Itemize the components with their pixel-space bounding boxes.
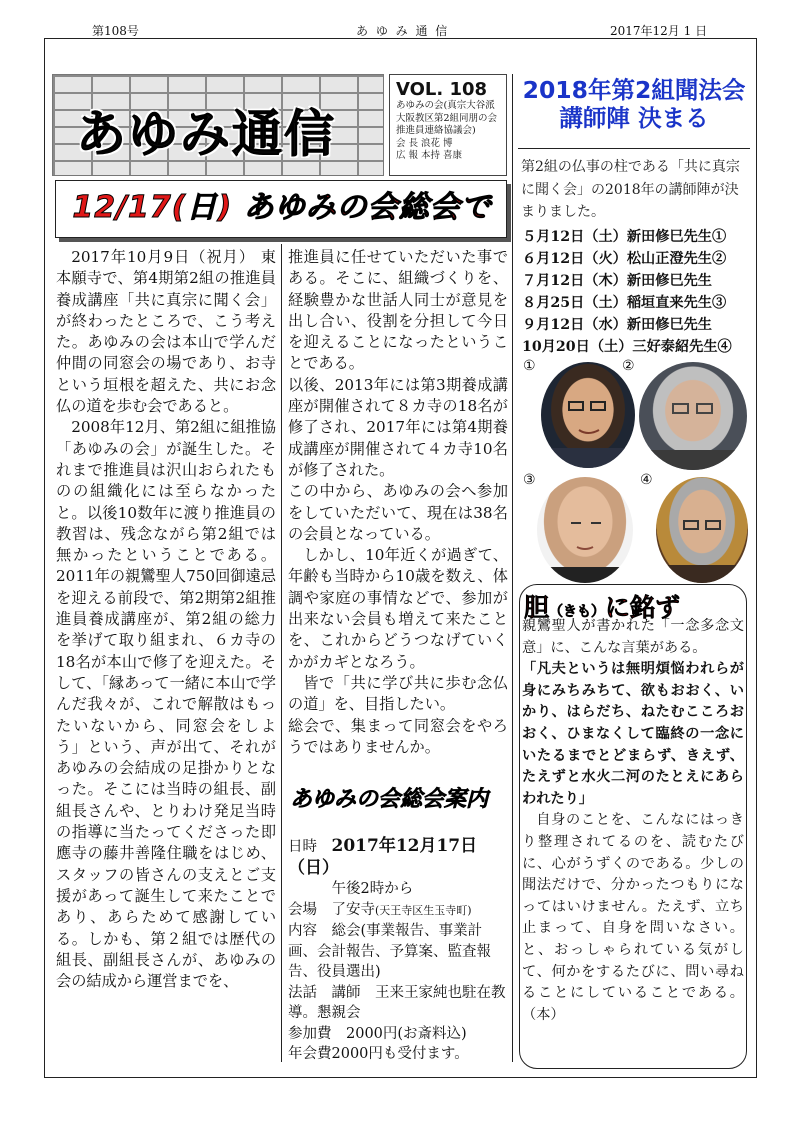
- meeting-info: [288, 836, 510, 1065]
- column-divider: [512, 74, 513, 1062]
- article-paragraph: 皆で「共に学び共に歩む念仏の道」を、目指したい。: [288, 673, 508, 714]
- speaker-photo-2: [639, 362, 747, 470]
- speaker-face-3: [537, 477, 633, 583]
- schedule-item: ６月12日（火）松山正澄先生②: [522, 251, 727, 267]
- article-right-column: [288, 247, 508, 758]
- volume-box: [389, 74, 507, 176]
- column-title-ruby: （きも）: [549, 604, 606, 620]
- photo-label: ④: [640, 472, 653, 488]
- article-left-column: [56, 247, 276, 992]
- article-paragraph: 以後、2013年には第3期養成講座が開催されて８カ寺の18名が修了され、2017年には第4期養成講座が開催されて４カ寺10名が修了された。: [288, 375, 508, 479]
- meeting-venue-address: (天王寺区生玉寺町): [375, 903, 472, 917]
- article-paragraph: この中から、あゆみの会へ参加をしていただいて、現在は38名の会員となっている。: [288, 482, 508, 543]
- newsletter-name: あ ゆ み 通 信: [356, 24, 450, 38]
- column-text: 自身のことを、こんなにはっきり整理されてるのを、読むたびに、心がうずくのである。少しの聞法だけで、分かったつもりになってはいけません。たえず、立ち止まって、自身を問いなさい。と、おっしゃられている気がして、何かをするたびに、問い尋ねることにしていることである。（本）: [522, 812, 744, 1023]
- volume-number: VOL. 108: [396, 79, 488, 100]
- article-paragraph: 推進員に任せていただいた事である。そこに、組織づくりを、経験豊かな世話人同士が意見を出し合い、役割を分担して今日を迎えることになったということである。: [288, 248, 508, 373]
- column-intro: 親鸞聖人が書かれた「一念多念文意」に、こんな言葉がある。: [522, 618, 744, 656]
- meeting-date: 2017年12月17日（日）: [288, 836, 478, 878]
- photo-label: ③: [523, 472, 536, 488]
- schedule-item: ９月12日（水）新田修巳先生: [522, 317, 712, 333]
- headline-banner: [55, 180, 507, 238]
- speaker-face-1: [541, 362, 635, 468]
- meeting-venue: 了安寺: [331, 901, 375, 918]
- photo-label: ①: [523, 358, 536, 374]
- article-paragraph: 2017年10月9日（祝月） 東本願寺で、第4期第2組の推進員養成講座「共に真宗に聞く会」が終わったところで、こう考えた。あゆみの会は本山で学んだ仲間の同窓会の場であり、お寺という垣根を超えた、共にお念仏の道を歩む会であると。: [56, 248, 276, 416]
- schedule-item: ５月12日（土）新田修巳先生①: [522, 229, 727, 245]
- meeting-content-label: 内容: [288, 923, 317, 939]
- speaker-face-2: [639, 362, 747, 470]
- column-divider: [281, 244, 282, 1062]
- column-title-kanji: 胆: [524, 593, 550, 622]
- speaker-photo-3: [537, 477, 633, 583]
- speakers-intro: 第2組の仏事の柱である「共に真宗に聞く会」の2018年の講師陣が決まりました。: [521, 159, 740, 220]
- issue-date: 2017年12月 1 日: [610, 24, 708, 38]
- meeting-annual-fee: 年会費2000円も受付ます。: [288, 1046, 469, 1062]
- meeting-talk: 法話 講師 王来王家純也駐在教導。懇親会: [288, 984, 506, 1021]
- speakers-rule: [518, 148, 750, 149]
- article-paragraph: 総会で、集まって同窓会をやろうではありませんか。: [288, 716, 508, 756]
- speaker-photo-4: [656, 477, 748, 583]
- column-body: [522, 616, 744, 1026]
- column-title-rest: に銘ず: [605, 593, 681, 622]
- masthead-title: あゆみ通信: [76, 105, 336, 163]
- meeting-venue-label: 会場: [288, 901, 317, 918]
- column-quote: 「凡夫というは無明煩悩われらが身にみちみちて、欲もおおく、いかり、はらだち、ねたむこころおおく、ひまなくして臨終の一念にいたるまでとどまらず、きえず、たえずと水火二河のたとえにあらわれたり」: [522, 661, 744, 807]
- speaker-face-4: [656, 477, 748, 583]
- article-paragraph: 2008年12月、第2組に組推協「あゆみの会」が誕生した。それまで推進員は沢山おられたものの組織化には至らなかったと。以後10数年に渡り推進員の教習は、残念ながら第2組では無かったということである。2011年の親鸞聖人750回御遠忌を迎える前段で、第2期第2組推進員養成講座が、第2組の総力を挙げて取り組まれ、６カ寺の18名が本山で修了を迎えた。そして、「縁あって一緒に本山で学んだ我々が、これで解散はもったいないから、同窓会をしよう」という、声が出て、それがあゆみの会結成の足掛かりとなった。そこには当時の組長、副組長さんや、とりわけ発足当時の指導に当たってくださった即應寺の藤井善隆住職をはじめ、スタッフの皆さんの支えとご支援があって誕生して来たことであり、あらためて感謝している。しかも、第２組では歴代の組長、副組長さんが、あゆみの会の結成から運営までを、: [56, 418, 276, 991]
- photo-label: ②: [622, 358, 635, 374]
- meeting-time: 午後2時から: [331, 881, 414, 897]
- meeting-title: あゆみの会総会案内: [290, 787, 489, 812]
- schedule-item: 10月20日（土）三好泰紹先生④: [522, 339, 732, 355]
- meeting-content: 総会(事業報告、事業計画、会計報告、予算案、監査報告、役員選出): [288, 923, 491, 980]
- article-paragraph: しかし、10年近くが過ぎて、年齢も当時から10歳を数え、体調や家庭の事情などで、参加が出来ない会員も増えて来たことを、これからどうつなげていくかがカギとなろう。: [288, 546, 508, 671]
- headline: 12/17(日) あゆみの会総会で: [72, 190, 492, 225]
- meeting-fee: 参加費 2000円(お斎料込): [288, 1025, 467, 1042]
- pr-officer: 広 報 本持 喜康: [396, 150, 463, 161]
- meeting-date-label: 日時: [288, 839, 317, 855]
- chairman: 会 長 浪花 博: [396, 137, 453, 149]
- schedule-item: ７月12日（木）新田修巳先生: [522, 273, 712, 289]
- org-name: あゆみの会(真宗大谷派大阪教区第2組同朋の会推進員連絡協議会): [396, 100, 498, 136]
- speaker-photo-1: [541, 362, 635, 468]
- issue-number: 第108号: [92, 24, 139, 38]
- speakers-title: 2018年第2組聞法会講師陣 決まる: [522, 76, 746, 132]
- schedule-item: ８月25日（土）稲垣直来先生③: [522, 295, 727, 311]
